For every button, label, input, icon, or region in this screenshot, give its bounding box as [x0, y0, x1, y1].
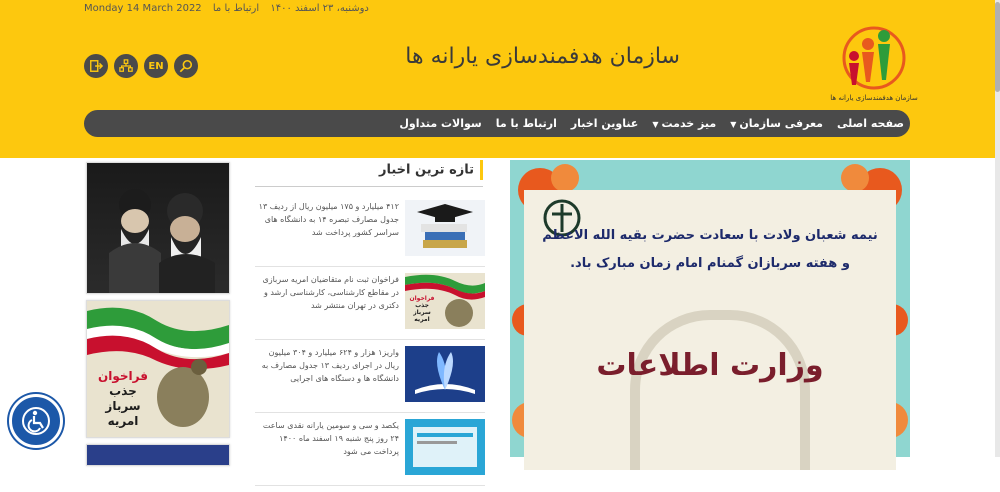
nav-item-contact[interactable] [496, 117, 557, 130]
news-item[interactable] [255, 419, 485, 486]
site-logo[interactable] [830, 22, 918, 104]
thumb-line: امریه [414, 316, 430, 323]
search-button[interactable] [174, 54, 198, 78]
banner-greeting-line1: نیمه شعبان ولادت با سعادت حضرت بقیه الله الاعظم [542, 228, 878, 243]
nav-item-label: صفحه اصلی [837, 117, 904, 130]
news-item-text[interactable]: واریز۱ هزار و ۶۲۴ میلیارد و ۳۰۴ میلیون ریال در اجرای ردیف ۱۳ جدول مصارف به دانشگاه ها و دستگاه های اجرایی [261, 348, 399, 383]
login-icon [89, 59, 103, 73]
date-persian: دوشنبه، ۲۳ اسفند ۱۴۰۰ [270, 3, 369, 14]
banner-greeting-line2: و هفته سربازان گمنام امام زمان مبارک باد. [570, 256, 850, 271]
news-item-text[interactable]: یکصد و سی و سومین یارانه نقدی ساعت ۲۴ روز پنج شنبه ۱۹ اسفند ماه ۱۴۰۰ پرداخت می شود [262, 421, 399, 456]
thumb-line: فراخوان [409, 295, 435, 302]
main-banner[interactable] [510, 160, 910, 457]
sidebar-left [86, 162, 228, 472]
graduation-books-image [405, 200, 485, 256]
army-card-line3: سرباز [105, 399, 141, 413]
news-item[interactable] [255, 273, 485, 340]
sitemap-button[interactable] [114, 54, 138, 78]
logo-caption: سازمان هدفمندسازی یارانه ها [830, 94, 918, 102]
heading-accent-bar [480, 160, 483, 180]
top-contact-link[interactable]: ارتباط با ما [212, 3, 260, 14]
news-item-text[interactable]: فراخوان ثبت نام متقاضیان امریه سربازی در مقاطع کارشناسی، کارشناسی ارشد و دکتری در تهران منتشر شد [262, 275, 399, 310]
nav-item-service-desk[interactable] [652, 117, 716, 130]
nav-item-home[interactable] [837, 117, 904, 130]
news-thumb-graduation [405, 200, 485, 256]
language-button[interactable] [144, 54, 168, 78]
date-english: Monday 14 March 2022 [84, 3, 202, 14]
accessibility-button[interactable] [9, 394, 63, 448]
nav-item-news-titles[interactable] [571, 117, 638, 130]
thumb-line: سرباز [413, 309, 431, 316]
banner-ministry-name: وزارت اطلاعات [596, 348, 824, 383]
nav-item-label: معرفی سازمان [739, 117, 823, 130]
leaders-portrait-image [87, 163, 229, 293]
nav-item-faq[interactable] [399, 117, 481, 130]
news-item-text[interactable]: ۴۱۲ میلیارد و ۱۷۵ میلیون ریال از ردیف ۱۳ جدول مصارف تبصره ۱۴ به دانشگاه های سراسر کشور پرداخت شد [258, 202, 399, 237]
chevron-down-icon: ▼ [730, 120, 737, 129]
language-label: EN [148, 60, 164, 72]
site-title: سازمان هدفمندسازی یارانه ها [405, 44, 680, 69]
soldier-call-card[interactable] [86, 300, 230, 438]
nav-item-label: ارتباط با ما [495, 117, 557, 130]
army-card-line1: فراخوان [98, 369, 148, 383]
latest-news-heading [255, 160, 483, 187]
news-thumb-soldier [405, 273, 485, 329]
book-pages-image [405, 346, 485, 402]
search-icon [179, 59, 193, 73]
accessibility-icon [21, 406, 51, 436]
chevron-down-icon: ▼ [652, 120, 659, 129]
header-tools [84, 54, 198, 78]
news-thumb-subsidy [405, 419, 485, 475]
thumb-line: جذب [415, 302, 429, 309]
nav-item-label: میز خدمت [661, 117, 717, 130]
news-item[interactable] [255, 200, 485, 267]
page-scrollbar[interactable] [995, 0, 1000, 457]
latest-news-list [255, 200, 485, 492]
army-card-line2: جذب [109, 384, 137, 398]
banner-arch-decoration [630, 310, 810, 470]
sidebar-card-partial[interactable] [86, 444, 230, 466]
nav-item-label: عناوین اخبار [570, 117, 639, 130]
news-thumb-book [405, 346, 485, 402]
news-item[interactable] [255, 346, 485, 413]
main-navigation [84, 110, 910, 137]
login-button[interactable] [84, 54, 108, 78]
sitemap-icon [119, 59, 133, 73]
leaders-portrait-card[interactable] [86, 162, 230, 294]
nav-item-label: سوالات متداول [399, 117, 482, 130]
subsidy-card-image [405, 419, 485, 475]
nav-item-about[interactable] [730, 117, 823, 130]
latest-news-heading-text: تازه ترین اخبار [378, 162, 474, 178]
top-info-bar [84, 3, 377, 14]
scrollbar-thumb[interactable] [995, 2, 1000, 92]
army-card-line4: امریه [107, 414, 139, 428]
